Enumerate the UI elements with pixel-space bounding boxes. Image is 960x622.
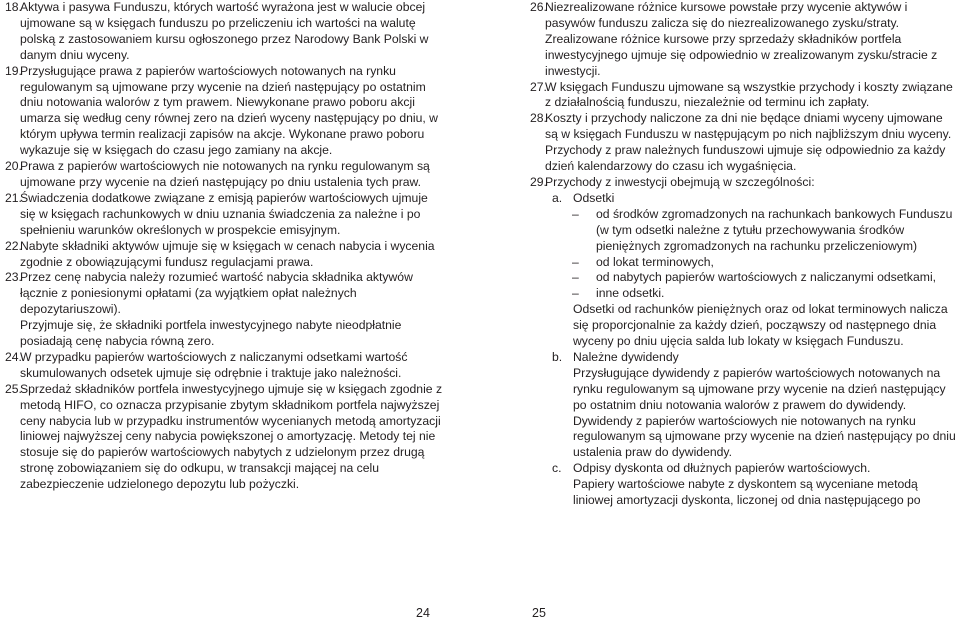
item-number: 29. xyxy=(530,174,547,189)
item-text: Świadczenia dodatkowe związane z emisją papierów wartościowych ujmuje się w księgach rachunkowych w dniu uznania świadczenia za należne i po spełnieniu warunków określonych w prospekcie emisyjnym. xyxy=(20,190,428,237)
item-text: Niezrealizowane różnice kursowe powstałe przy wycenie aktywów i pasywów funduszu zalicza się do niezrealizowanego zysku/straty. Zrealizowane różnice kursowe przy sprzedaży składników portfela inwestycyjnego ujmuje się odpowiednio w zrealizowanym zysku/stracie z inwestycji. xyxy=(545,0,938,78)
sub-item-label: b. xyxy=(552,349,563,364)
left-column xyxy=(5,0,445,493)
item-text: Przez cenę nabycia należy rozumieć wartość nabycia składnika aktywów łącznie z poniesionymi opłatami (za wyjątkiem opłat należnych depozytariuszowi). xyxy=(20,270,413,317)
list-item-26 xyxy=(530,0,958,80)
sub-item-paragraph: Odsetki od rachunków pieniężnych oraz od lokat terminowych nalicza się proporcjonalnie za każdy dzień, począwszy od następnego dnia wyceny po dniu ujęcia salda lub lokaty w księgach Funduszu. xyxy=(573,302,948,349)
item-number: 20. xyxy=(5,159,22,174)
item-number: 28. xyxy=(530,111,547,126)
dash-marker: – xyxy=(572,206,579,221)
sub-item-title: Odpisy dyskonta od dłużnych papierów wartościowych. xyxy=(573,461,871,476)
item-number: 18. xyxy=(5,0,22,14)
dash-marker: – xyxy=(572,270,579,285)
right-column xyxy=(530,0,958,509)
item-text: Aktywa i pasywa Funduszu, których wartość wyrażona jest w walucie obcej ujmowane są w księgach funduszu po przeliczeniu ich wartości na walutę polską z zastosowaniem kursu ogłoszonego przez Narodowy Bank Polski w danym dniu wyceny. xyxy=(20,0,429,62)
item-text: W przypadku papierów wartościowych z naliczanymi odsetkami wartość skumulowanych odsetek ujmuje się odrębnie i traktuje jako należności. xyxy=(20,349,408,380)
dash-item-text: od lokat terminowych, xyxy=(596,254,714,269)
item-number: 24. xyxy=(5,349,22,364)
dash-item xyxy=(530,286,958,302)
dash-item xyxy=(530,270,958,286)
sub-item-b xyxy=(530,350,958,366)
item-text: Przychody z inwestycji obejmują w szczególności: xyxy=(545,174,815,189)
item-number: 22. xyxy=(5,238,22,253)
list-item-20 xyxy=(5,159,445,191)
dash-item xyxy=(530,255,958,271)
item-text: Koszty i przychody naliczone za dni nie będące dniami wyceny ujmowane są w księgach Funduszu w następującym po nich najbliższym dniu wyceny. Przychody z praw należnych funduszowi ujmuje się odpowiednio za każdy dzień kalendarzowy do czasu ich wygaśnięcia. xyxy=(545,111,952,174)
sub-item-paragraph: Papiery wartościowe nabyte z dyskontem są wyceniane metodą liniowej amortyzacji dyskonta, liczonej od dnia następującego po xyxy=(573,477,921,508)
sub-item-c xyxy=(530,461,958,477)
dash-marker: – xyxy=(572,254,579,269)
list-item-27 xyxy=(530,80,958,112)
sub-item-paragraph: Przysługujące dywidendy z papierów wartościowych notowanych na rynku regulowanym są ujmowane przy wycenie na dzień następujący po ostatnim dniu notowania walorów z prawem do dywidendy. xyxy=(573,365,946,412)
item-text-continued: Przyjmuje się, że składniki portfela inwestycyjnego nabyte nieodpłatnie posiadają cenę nabycia równą zero. xyxy=(20,318,402,349)
list-item-24 xyxy=(5,350,445,382)
dash-item-text: inne odsetki. xyxy=(596,286,665,301)
item-number: 19. xyxy=(5,63,22,78)
list-item-18 xyxy=(5,0,445,64)
item-number: 26. xyxy=(530,0,547,14)
item-text: Przysługujące prawa z papierów wartościowych notowanych na rynku regulowanym są ujmowane przy wycenie na dzień następujący po ostatnim dniu notowania walorów z tym prawem. Niewykonane prawo poboru akcji umarza się według ceny równej zero na dzień wyceny następujący po dniu, w którym upływa termin realizacji zapisów na akcje. Wykonane prawo poboru wykazuje się w księgach do czasu jego zamiany na akcje. xyxy=(20,63,438,158)
list-item-25 xyxy=(5,382,445,493)
list-item-22 xyxy=(5,239,445,271)
list-item-19 xyxy=(5,64,445,159)
page-number-left: 24 xyxy=(416,606,430,620)
sub-item-title: Odsetki xyxy=(573,190,615,205)
list-item-23 xyxy=(5,270,445,350)
item-number: 21. xyxy=(5,190,22,205)
sub-item-label: a. xyxy=(552,190,563,205)
list-item-21 xyxy=(5,191,445,239)
item-number: 23. xyxy=(5,270,22,285)
item-number: 25. xyxy=(5,381,22,396)
sub-item-a xyxy=(530,191,958,207)
item-text: Sprzedaż składników portfela inwestycyjnego ujmuje się w księgach zgodnie z metodą HIFO, co oznacza przypisanie zbytym składnikom portfela najwyższej ceny nabycia lub w przypadku instrumentów wycenianych metodą amortyzacji liniowej najwyższej ceny nabycia powiększonej o amortyzację. Metody tej nie stosuje się do papierów wartościowych nabytych z udzielonym przez drugą stronę zobowiązaniem się do odkupu, w transakcji mającej na celu zabezpieczenie udzielonego depozytu lub pożyczki. xyxy=(20,381,443,492)
sub-item-paragraph: Dywidendy z papierów wartościowych nie notowanych na rynku regulowanym są ujmowane przy wycenie na dzień następujący po dniu ustalenia praw do dywidendy. xyxy=(573,413,956,460)
item-text: Nabyte składniki aktywów ujmuje się w księgach w cenach nabycia i wycenia zgodnie z obowiązującymi fundusz regulacjami prawa. xyxy=(20,238,435,269)
sub-item-title: Należne dywidendy xyxy=(573,349,679,364)
sub-item-label: c. xyxy=(552,461,562,476)
page-number-right: 25 xyxy=(532,606,546,620)
item-text: Prawa z papierów wartościowych nie notowanych na rynku regulowanym są ujmowane przy wycenie na dzień następujący po dniu ustalenia tych praw. xyxy=(20,159,430,189)
list-item-29 xyxy=(530,175,958,191)
dash-item xyxy=(530,207,958,255)
dash-marker: – xyxy=(572,286,579,301)
dash-item-text: od środków zgromadzonych na rachunkach bankowych Funduszu (w tym odsetki należne z tytułu przechowywania środków pieniężnych zgromadzonych na rachunku przeliczeniowym) xyxy=(596,206,953,253)
item-number: 27. xyxy=(530,79,547,94)
item-text: W księgach Funduszu ujmowane są wszystkie przychody i koszty związane z działalnością funduszu, niezależnie od terminu ich zapłaty. xyxy=(545,79,953,110)
dash-item-text: od nabytych papierów wartościowych z naliczanymi odsetkami, xyxy=(596,270,937,285)
list-item-28 xyxy=(530,111,958,175)
